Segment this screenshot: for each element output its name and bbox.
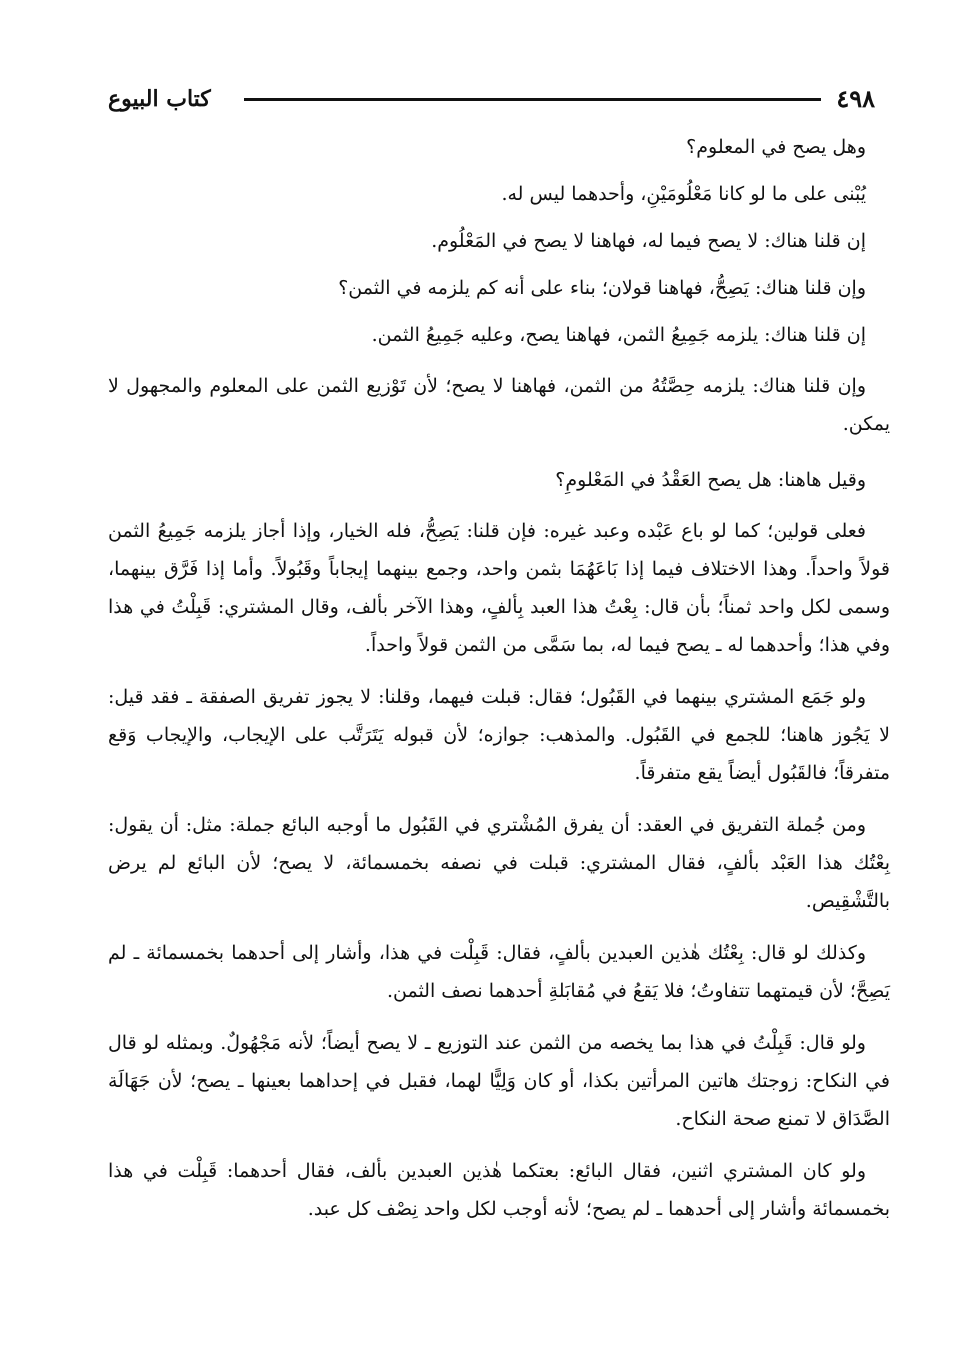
- paragraph: وإن قلنا هناك: يَصِحُّ، فهاهنا قولان؛ بناء على أنه كم يلزمه في الثمن؟: [338, 277, 866, 299]
- paragraph: ولو جَمَع المشتري بينهما في القَبُول؛ فقال: قبلت فيهما، وقلنا: لا يجوز تفريق الصفقة ـ فقد قيل: لا يَجُوز هاهنا؛ للجمع في القَبُول. والمذهب: جوازه؛ لأن قبوله يَتَرَتَّب على الإيجاب، والإيجاب وَقع متفرقاً؛ فالقَبُول أيضاً يقع متفرقاً.: [108, 686, 890, 784]
- paragraph: إن قلنا هناك: لا يصح فيما له، فهاهنا لا يصح في المَعْلُوم.: [431, 230, 866, 252]
- paragraph: وقيل هاهنا: هل يصح العَقْدُ في المَعْلومِ؟: [555, 469, 866, 491]
- page-content: [108, 124, 890, 1242]
- paragraph: ولو قال: قَبِلْتُ في هذا بما يخصه من الثمن عند التوزيع ـ لا يصح أيضاً؛ لأنه مَجْهُولٌ. وبمثله لو قال في النكاح: زوجتك هاتين المرأتين بكذا، أو كان وَلِيًّا لهما، فقبل في إحداهما بعينها ـ يصح؛ لأن جَهَالَة الصَّدَاق لا تمنع صحة النكاح.: [108, 1032, 890, 1130]
- paragraph: ومن جُملة التفريق في العقد: أن يفرق المُشْتري في القَبُول ما أوجبه البائع جملة: مثل: أن يقول: بِعْتُك هذا العَبْد بألفٍ، فقال المشتري: قبلت في نصفه بخمسمائة، لا يصح؛ لأن البائع لم يرض بالتَّشْقِيص.: [108, 814, 890, 912]
- paragraph: فعلى قولين؛ كما لو باع عَبْده وعبد غيره: فإن قلنا: يَصِحُّ، فله الخيار، وإذا أجاز يلزمه جَمِيعُ الثمن قولاً واحداً. وهذا الاختلاف فيما إذا بَاعَهُمَا بثمن واحد، وجمع بينهما إيجاباً وقَبُولاً. وأما إذا فَرَّق بينهما، وسمى لكل واحد ثمناً؛ بأن قال: بِعْتُ هذا العبد بِألفٍ، وهذا الآخر بألف، وقال المشتري: قَبِلْتُ في هذا وفي هذا؛ وأحدهما له ـ يصح فيما له، بما سَمَّى من الثمن قولاً واحداً.: [108, 520, 890, 656]
- paragraph: وإن قلنا هناك: يلزمه حِصَّتُهُ من الثمن، فهاهنا لا يصح؛ لأن تَوْزيع الثمن على المعلوم والمجهول لا يمكن.: [108, 375, 890, 435]
- paragraph: إن قلنا هناك: يلزمه جَمِيعُ الثمن، فهاهنا يصح، وعليه جَمِيعُ الثمن.: [371, 324, 866, 346]
- page-header: [108, 84, 875, 120]
- paragraph: ولو كان المشتري اثنين، فقال البائع: بعتكما هٰذين العبدين بألف، فقال أحدهما: قَبِلْت في هذا بخمسمائة وأشار إلى أحدهما ـ لم يصح؛ لأنه أوجب لكل واحد نِصْف كل عبد.: [108, 1160, 890, 1220]
- paragraph: وهل يصح في المعلوم؟: [686, 136, 866, 158]
- header-rule: [244, 98, 821, 101]
- paragraph: يُبْنى على ما لو كانا مَعْلُومَيْنِ، وأحدهما ليس له.: [501, 183, 866, 205]
- paragraph: وكذلك لو قال: بِعْتُك هٰذين العبدين بألفٍ، فقال: قَبِلْت في هذا، وأشار إلى أحدهما بخمسمائة ـ لم يَصِحَّ؛ لأن قيمتهما تتفاوتُ؛ فلا يَقعُ في مُقابَلةِ أحدهما نصف الثمن.: [108, 942, 890, 1002]
- page-number: ٤٩٨: [836, 84, 875, 113]
- book-title: كتاب البيوع: [108, 86, 211, 112]
